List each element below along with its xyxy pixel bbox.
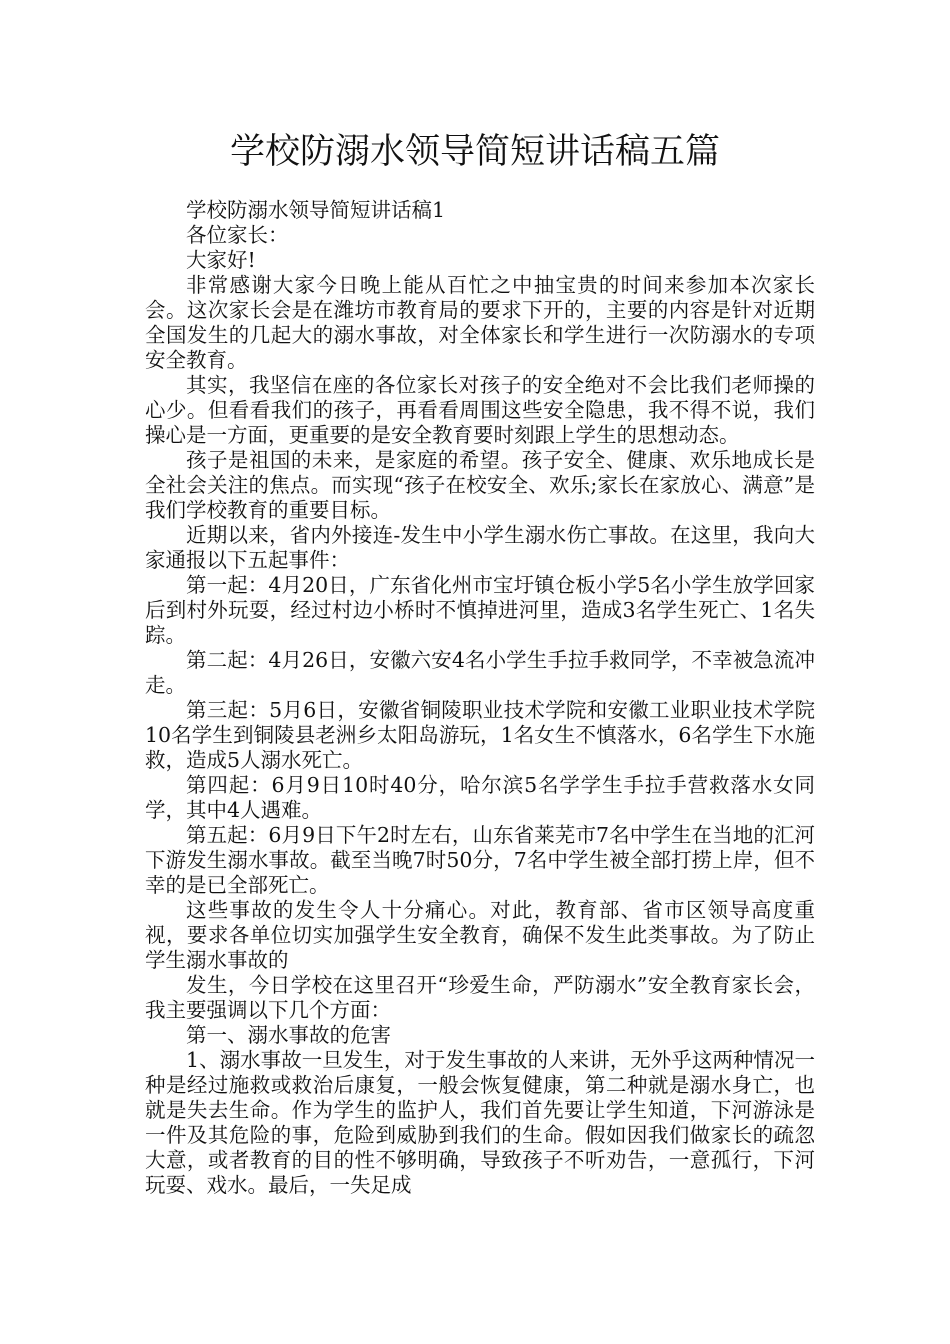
incident-paragraph: 第三起：5月6日，安徽省铜陵职业技术学院和安徽工业职业技术学院10名学生到铜陵县老洲乡太阳岛游玩，1名女生不慎落水，6名学生下水施救，造成5人溺水死亡。: [145, 698, 815, 772]
salutation: 各位家长：: [186, 223, 289, 247]
document-title: 学校防溺水领导简短讲话稿五篇: [229, 132, 720, 172]
body-paragraph: 这些事故的发生令人十分痛心。对此，教育部、省市区领导高度重视，要求各单位切实加强学生安全教育，确保不发生此类事故。为了防止学生溺水事故的: [145, 898, 815, 972]
incident-paragraph: 第五起：6月9日下午2时左右，山东省莱芜市7名中学生在当地的汇河下游发生溺水事故。截至当晚7时50分，7名中学生被全部打捞上岸，但不幸的是已全部死亡。: [145, 823, 815, 897]
greeting: 大家好!: [186, 248, 256, 272]
body-paragraph: 1、溺水事故一旦发生，对于发生事故的人来讲，无外乎这两种情况一种是经过施救或救治后康复，一般会恢复健康，第二种就是溺水身亡，也就是失去生命。作为学生的监护人，我们首先要让学生知道，下河游泳是一件及其危险的事，危险到威胁到我们的生命。假如因我们做家长的疏忽大意，或者教育的目的性不够明确，导致孩子不听劝告，一意孤行，下河玩耍、戏水。最后，一失足成: [145, 1048, 815, 1197]
body-paragraph: 孩子是祖国的未来，是家庭的希望。孩子安全、健康、欢乐地成长是全社会关注的焦点。而实现“孩子在校安全、欢乐;家长在家放心、满意”是我们学校教育的重要目标。: [145, 448, 815, 522]
incident-paragraph: 第二起：4月26日，安徽六安4名小学生手拉手救同学，不幸被急流冲走。: [145, 648, 815, 697]
body-paragraph: 其实，我坚信在座的各位家长对孩子的安全绝对不会比我们老师操的心少。但看看我们的孩子，再看看周围这些安全隐患，我不得不说，我们操心是一方面，更重要的是安全教育要时刻跟上学生的思想动态。: [145, 373, 815, 447]
subsection-heading: 第一、溺水事故的危害: [186, 1023, 391, 1047]
incident-paragraph: 第一起：4月20日，广东省化州市宝圩镇仓板小学5名小学生放学回家后到村外玩耍，经过村边小桥时不慎掉进河里，造成3名学生死亡、1名失踪。: [145, 573, 815, 647]
document-body: [145, 198, 815, 1198]
body-paragraph: 发生，今日学校在这里召开“珍爱生命，严防溺水”安全教育家长会，我主要强调以下几个方面：: [145, 973, 815, 1022]
section-heading: 学校防溺水领导简短讲话稿1: [186, 198, 446, 222]
incident-paragraph: 第四起：6月9日10时40分，哈尔滨5名学学生手拉手营救落水女同学，其中4人遇难。: [145, 773, 815, 822]
body-paragraph: 近期以来，省内外接连-发生中小学生溺水伤亡事故。在这里，我向大家通报以下五起事件：: [145, 523, 815, 572]
body-paragraph: 非常感谢大家今日晚上能从百忙之中抽宝贵的时间来参加本次家长会。这次家长会是在潍坊市教育局的要求下开的，主要的内容是针对近期全国发生的几起大的溺水事故，对全体家长和学生进行一次防溺水的专项安全教育。: [145, 273, 815, 372]
